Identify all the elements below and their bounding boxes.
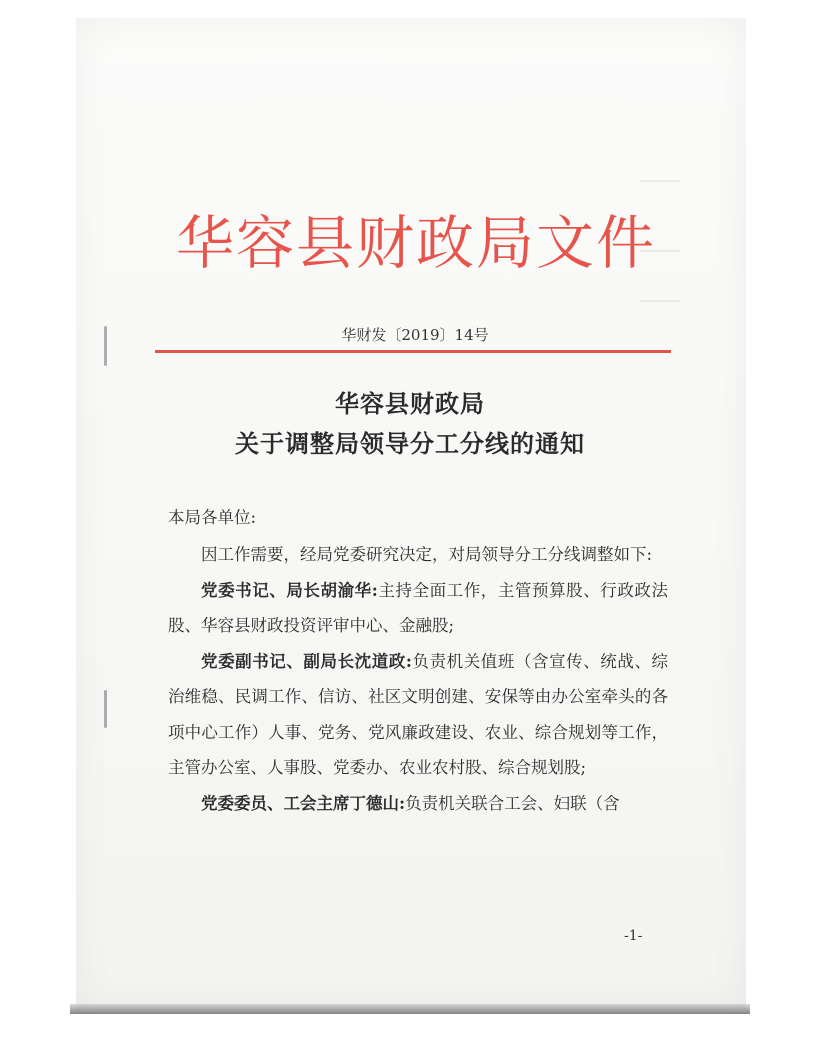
paragraph-lead: 党委委员、工会主席丁德山: [201, 793, 406, 813]
document-number: 华财发〔2019〕14号 [341, 326, 489, 344]
notice-title-line2: 关于调整局领导分工分线的通知 [235, 429, 585, 458]
bleed-through-mark [640, 180, 680, 182]
issuer-red-header: 华容县财政局文件 [176, 209, 657, 277]
paragraph-leader-3 [168, 786, 668, 822]
bleed-through-mark [640, 300, 680, 302]
paragraph-lead: 党委书记、局长胡渝华: [201, 580, 378, 600]
paragraph-text: 负责机关值班（含宣传、统战、综治维稳、民调工作、信访、社区文明创建、安保等由办公室牵头的各项中心工作）人事、党务、党风廉政建设、农业、综合规划等工作，主管办公室、人事股、党委办、农业农村股、综合规划股; [168, 651, 669, 777]
paragraph-lead: 党委副书记、副局长沈道政: [201, 651, 412, 671]
notice-title-line1: 华容县财政局 [335, 389, 485, 418]
paragraph-intro [168, 537, 668, 573]
binding-mark-top [104, 326, 107, 366]
page-edge-shadow [70, 1004, 750, 1014]
red-divider-line [155, 350, 671, 353]
paragraph-leader-2 [168, 644, 668, 786]
paragraph-text: 主持全面工作，主管预算股、行政政法股、华容县财政投资评审中心、金融股; [168, 580, 668, 635]
paragraph-leader-1 [168, 573, 668, 644]
salutation: 本局各单位: [168, 508, 257, 527]
binding-mark-bottom [104, 690, 107, 728]
notice-body [168, 537, 668, 821]
paragraph-text: 因工作需要，经局党委研究决定，对局领导分工分线调整如下: [201, 545, 653, 564]
page-number: -1- [624, 928, 643, 944]
paragraph-text: 负责机关联合工会、妇联（含 [405, 793, 620, 813]
